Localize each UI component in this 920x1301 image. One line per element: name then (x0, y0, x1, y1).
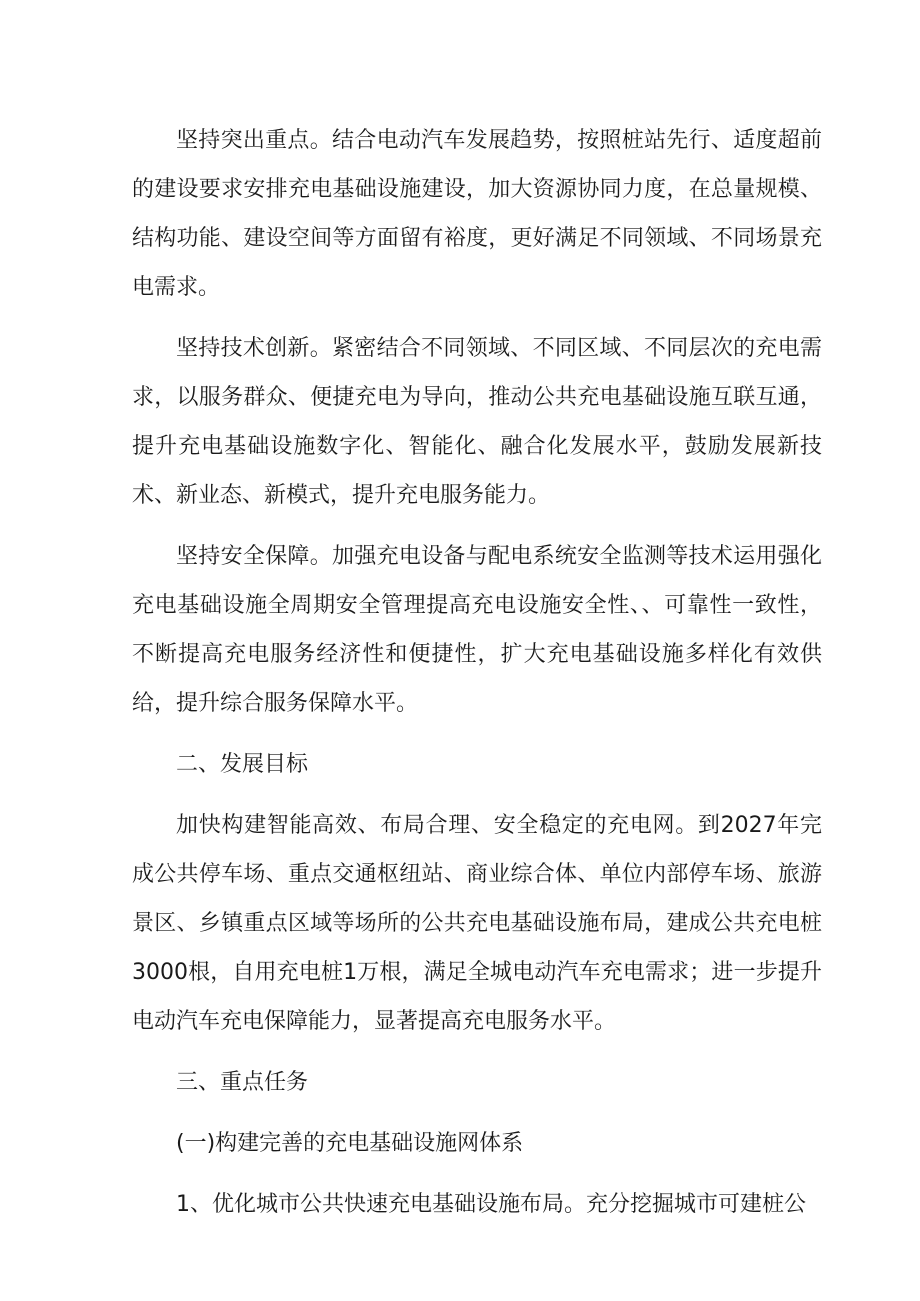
section-heading-key-tasks: 三、重点任务 (176, 1070, 309, 1095)
paragraph-development-goals: 加快构建智能高效、布局合理、安全稳定的充电网。到2027年完成公共停车场、重点交通枢纽站、商业综合体、单位内部停车场、旅游景区、乡镇重点区域等场所的公共充电基础设施布局，建成公共充电桩3000根，自用充电桩1万根，满足全城电动汽车充电需求；进一步提升电动汽车充电保障能力，显著提高充电服务水平。 (132, 813, 822, 1034)
paragraph-technical-innovation: 坚持技术创新。紧密结合不同领域、不同区域、不同层次的充电需求，以服务群众、便捷充电为导向，推动公共充电基础设施互联互通，提升充电基础设施数字化、智能化、融合化发展水平，鼓励发展新技术、新业态、新模式，提升充电服务能力。 (132, 336, 822, 508)
document-body (132, 116, 822, 1241)
paragraph-focus-priorities: 坚持突出重点。结合电动汽车发展趋势，按照桩站先行、适度超前的建设要求安排充电基础设施建设，加大资源协同力度，在总量规模、结构功能、建设空间等方面留有裕度，更好满足不同领域、不同场景充电需求。 (132, 128, 822, 300)
paragraph-safety-guarantee: 坚持安全保障。加强充电设备与配电系统安全监测等技术运用强化充电基础设施全周期安全管理提高充电设施安全性、、可靠性一致性，不断提高充电服务经济性和便捷性，扩大充电基础设施多样化有效供给，提升综合服务保障水平。 (132, 544, 822, 716)
section-heading-development-goals: 二、发展目标 (176, 752, 309, 777)
subsection-heading-network-system: (一)构建完善的充电基础设施网体系 (176, 1131, 524, 1156)
paragraph-optimize-layout: 1、优化城市公共快速充电基础设施布局。充分挖掘城市可建桩公 (176, 1192, 806, 1217)
